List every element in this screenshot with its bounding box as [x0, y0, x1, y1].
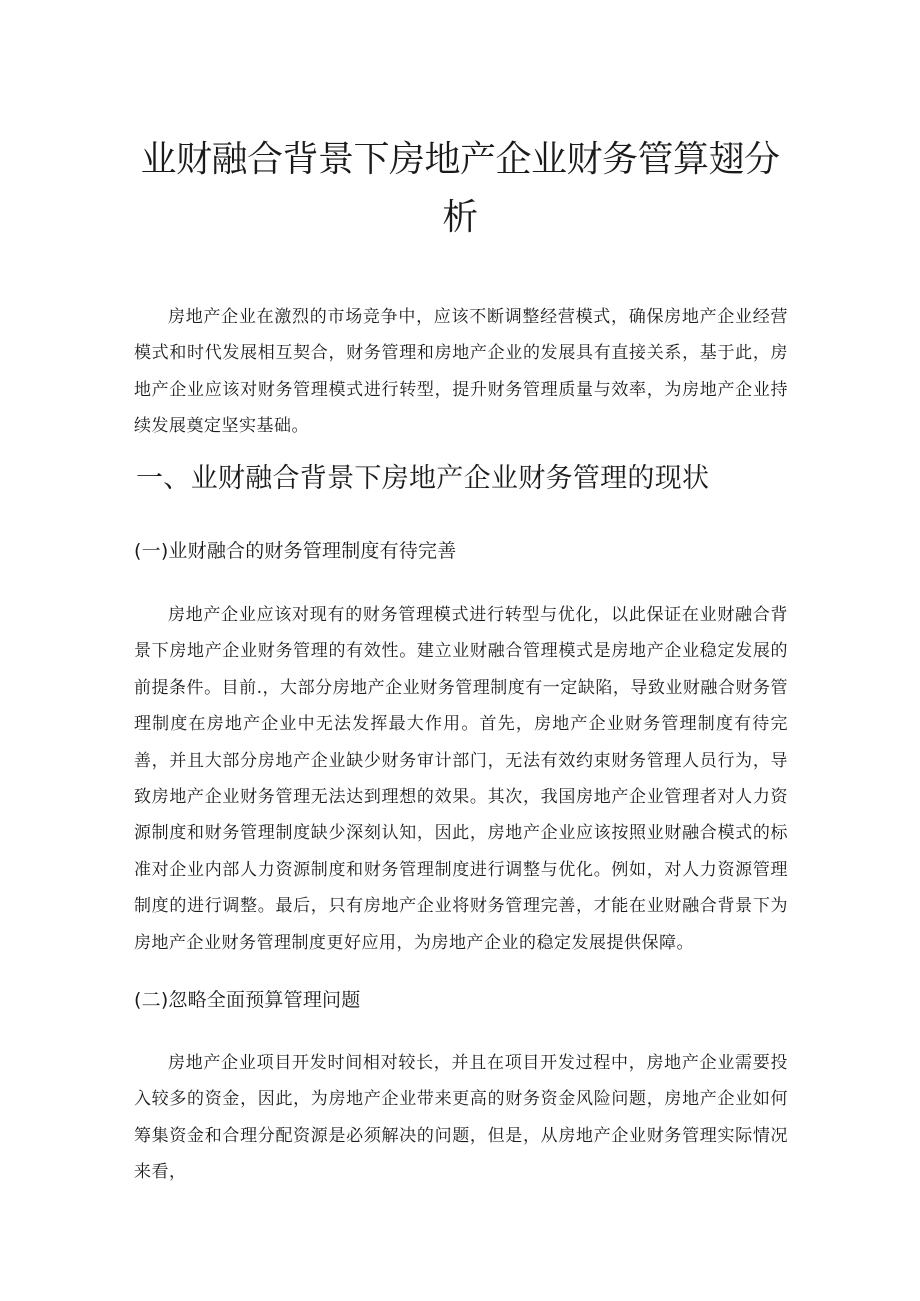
- subsection-1-heading: (一)业财融合的财务管理制度有待完善: [134, 540, 457, 562]
- section-1-heading: 一、业财融合背景下房地产企业财务管理的现状: [136, 463, 710, 494]
- intro-paragraph: 房地产企业在激烈的市场竞争中，应该不断调整经营模式，确保房地产企业经营模式和时代发展相互契合，财务管理和房地产企业的发展具有直接关系，基于此，房地产企业应该对财务管理模式进行转型，提升财务管理质量与效率，为房地产企业持续发展奠定坚实基础。: [134, 307, 788, 437]
- document-title-line-2: 析: [442, 197, 478, 238]
- subsection-2-heading: (二)忽略全面预算管理问题: [134, 989, 361, 1011]
- subsection-1-paragraph: 房地产企业应该对现有的财务管理模式进行转型与优化，以此保证在业财融合背景下房地产企业财务管理的有效性。建立业财融合管理模式是房地产企业稳定发展的前提条件。目前.，大部分房地产企业财务管理制度有一定缺陷，导致业财融合财务管理制度在房地产企业中无法发挥最大作用。首先，房地产企业财务管理制度有待完善，并且大部分房地产企业缺少财务审计部门，无法有效约束财务管理人员行为，导致房地产企业财务管理无法达到理想的效果。其次，我国房地产企业管理者对人力资源制度和财务管理制度缺少深刻认知，因此，房地产企业应该按照业财融合模式的标准对企业内部人力资源制度和财务管理制度进行调整与优化。例如，对人力资源管理制度的进行调整。最后，只有房地产企业将财务管理完善，才能在业财融合背景下为房地产企业财务管理制度更好应用，为房地产企业的稳定发展提供保障。: [134, 605, 788, 953]
- document-title-line-1: 业财融合背景下房地产企业财务管算翅分: [140, 139, 780, 180]
- subsection-2-paragraph: 房地产企业项目开发时间相对较长，并且在项目开发过程中，房地产企业需要投入较多的资金，因此，为房地产企业带来更高的财务资金风险问题，房地产企业如何筹集资金和合理分配资源是必须解决的问题，但是，从房地产企业财务管理实际情况来看，: [134, 1053, 788, 1183]
